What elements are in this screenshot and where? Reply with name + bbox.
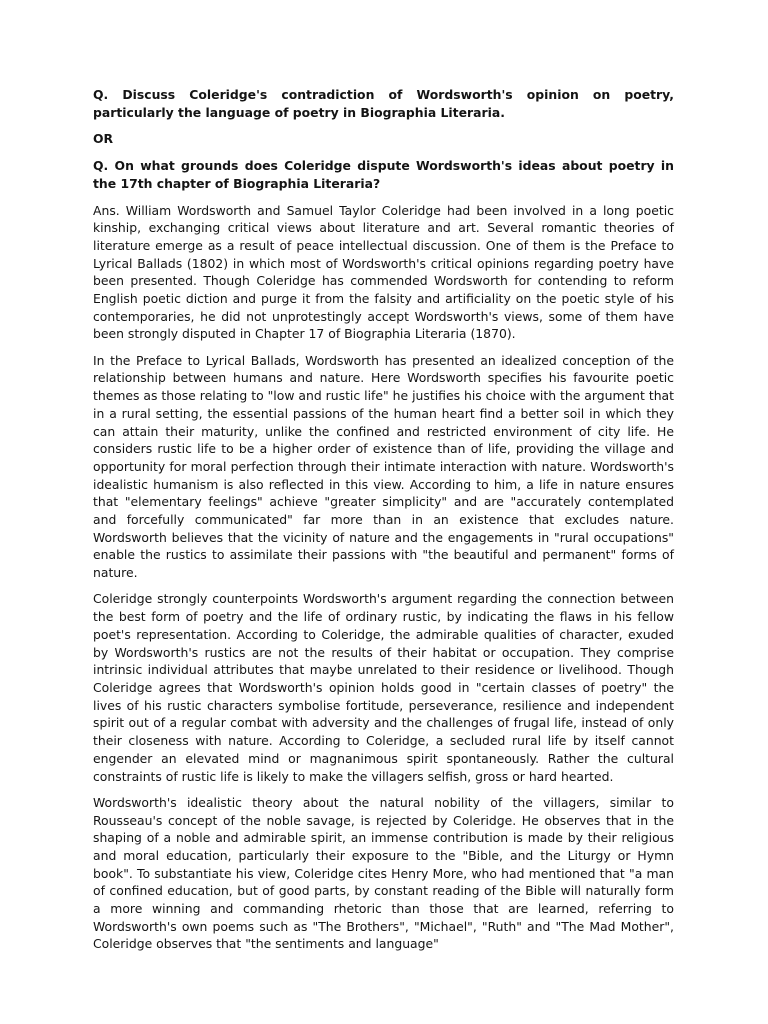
or-separator: OR — [93, 131, 114, 147]
answer-paragraph: Ans. William Wordsworth and Samuel Taylor Coleridge had been involved in a long poetic kinship, exchanging critical views about literature and art. Several romantic theories of literature emerge as a result of peace intellectual discussion. One of them is the Preface to Lyrical Ballads (1802) in which most of Wordsworth's critical opinions regarding poetry have been presented. Though Coleridge has commended Wordsworth for contending to reform English poetic diction and purge it from the falsity and artificiality on the poetic style of his contemporaries, he did not unprotestingly accept Wordsworth's views, some of them have been strongly disputed in Chapter 17 of Biographia Literaria (1870). — [93, 202, 674, 342]
body-paragraph: Coleridge strongly counterpoints Wordsworth's argument regarding the connection between the best form of poetry and the life of ordinary rustic, by indicating the flaws in his fellow poet's representation. According to Coleridge, the admirable qualities of character, exuded by Wordsworth's rustics are not the results of their habitat or occupation. They comprise intrinsic individual attributes that maybe unrelated to their residence or livelihood. Though Coleridge agrees that Wordsworth's opinion holds good in "certain classes of poetry" the lives of his rustic characters symbolise fortitude, perseverance, resilience and independent spirit out of a regular combat with adversity and the challenges of frugal life, instead of only their closeness with nature. According to Coleridge, a secluded rural life by itself cannot engender an elevated mind or magnanimous spirit spontaneously. Rather the cultural constraints of rustic life is likely to make the villagers selfish, gross or hard hearted. — [93, 591, 674, 784]
question-two: Q. On what grounds does Coleridge dispute Wordsworth's ideas about poetry in the 17th chapter of Biographia Literaria? — [93, 158, 674, 191]
question-one: Q. Discuss Coleridge's contradiction of Wordsworth's opinion on poetry, particularly the language of poetry in Biographia Literaria. — [93, 87, 674, 120]
document-page — [93, 86, 674, 962]
body-paragraph: Wordsworth's idealistic theory about the natural nobility of the villagers, similar to Rousseau's concept of the noble savage, is rejected by Coleridge. He observes that in the shaping of a noble and admirable spirit, an immense contribution is made by their religious and moral education, particularly their exposure to the "Bible, and the Liturgy or Hymn book". To substantiate his view, Coleridge cites Henry More, who had mentioned that "a man of confined education, but of good parts, by constant reading of the Bible will naturally form a more winning and commanding rhetoric than those that are learned, referring to Wordsworth's own poems such as "The Brothers", "Michael", "Ruth" and "The Mad Mother", Coleridge observes that "the sentiments and language" — [93, 794, 674, 952]
body-paragraph: In the Preface to Lyrical Ballads, Wordsworth has presented an idealized conception of the relationship between humans and nature. Here Wordsworth specifies his favourite poetic themes as those relating to "low and rustic life" he justifies his choice with the argument that in a rural setting, the essential passions of the human heart find a better soil in which they can attain their maturity, unlike the confined and restricted environment of city life. He considers rustic life to be a higher order of existence than of life, providing the village and opportunity for moral perfection through their intimate interaction with nature. Wordsworth's idealistic humanism is also reflected in this view. According to him, a life in nature ensures that "elementary feelings" achieve "greater simplicity" and are "accurately contemplated and forcefully communicated" far more than in an existence that excludes nature. Wordsworth believes that the vicinity of nature and the engagements in "rural occupations" enable the rustics to assimilate their passions with "the beautiful and permanent" forms of nature. — [93, 352, 674, 581]
